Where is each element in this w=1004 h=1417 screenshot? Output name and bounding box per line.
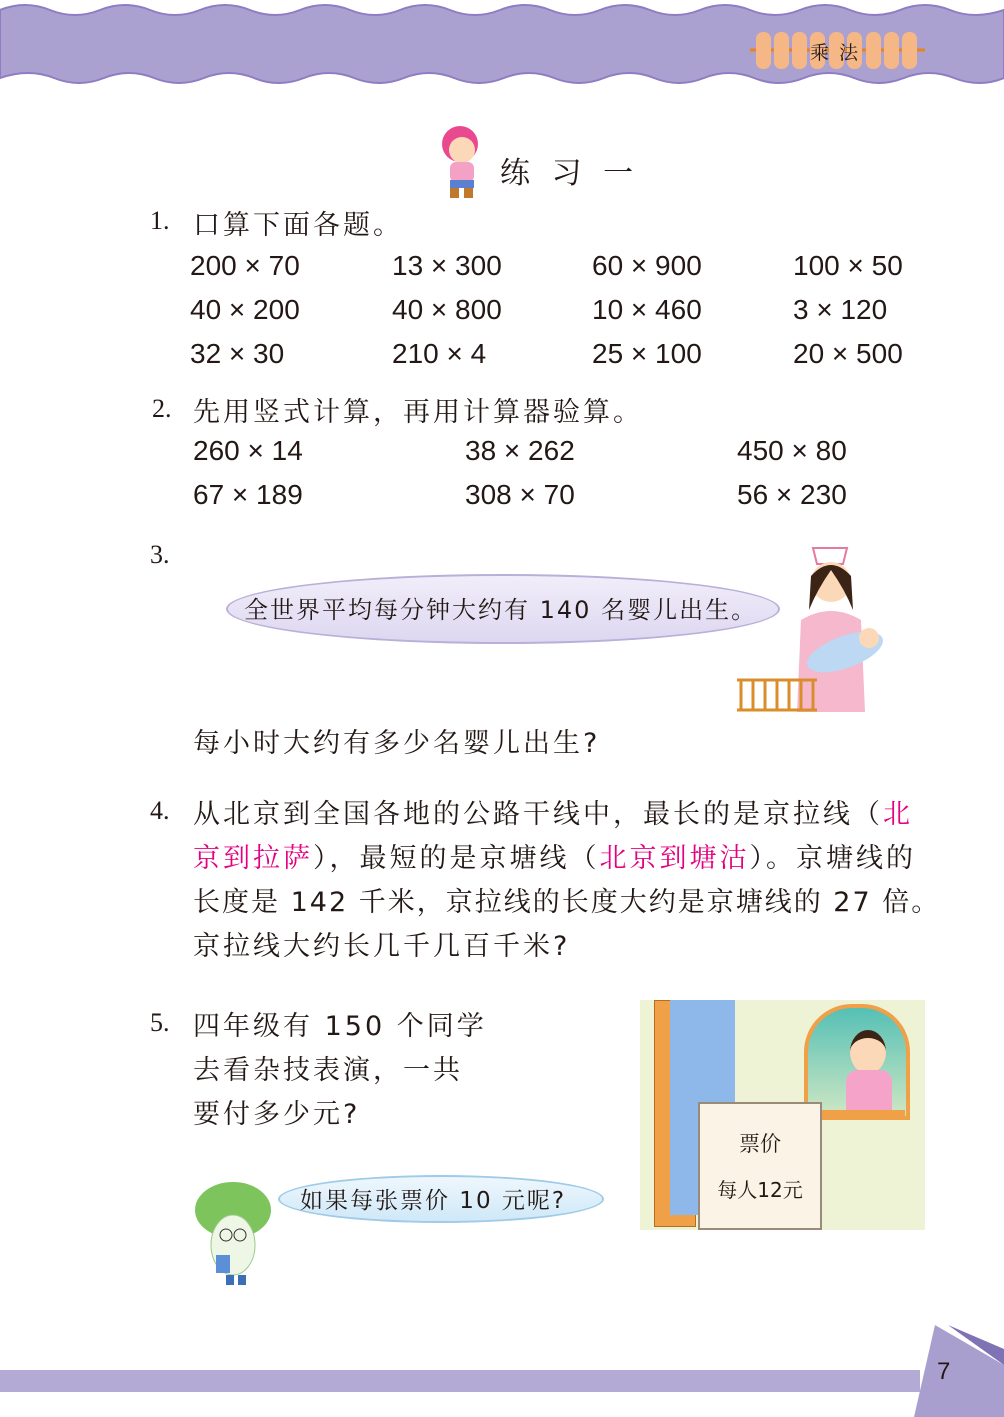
problem: 60 × 900 <box>592 250 702 281</box>
text: 从北京到全国各地的公路干线中，最长的是京拉线（ <box>193 799 883 830</box>
clerk <box>850 1030 886 1074</box>
problem: 40 × 200 <box>190 294 300 325</box>
problem: 38 × 262 <box>465 435 575 466</box>
problem: 20 × 500 <box>793 338 903 369</box>
q1-number: 1. <box>150 206 170 235</box>
problem: 210 × 4 <box>392 338 487 369</box>
problem: 200 × 70 <box>190 250 300 281</box>
q1-prompt: 口算下面各题。 <box>193 210 403 241</box>
q4-line3: 长度是 142 千米，京拉线的长度大约是京塘线的 27 倍。 <box>193 887 941 918</box>
problem: 25 × 100 <box>592 338 702 369</box>
q3-question: 每小时大约有多少名婴儿出生? <box>193 728 601 759</box>
problem: 32 × 30 <box>190 338 285 369</box>
cabbage-mascot-icon <box>188 1175 283 1290</box>
problem: 10 × 460 <box>592 294 702 325</box>
q5-bubble-text: 如果每张票价 10 元呢? <box>300 1188 567 1214</box>
exercise-title: 练 习 一 <box>500 156 640 191</box>
problem: 13 × 300 <box>392 250 502 281</box>
q4-line4: 京拉线大约长几千几百千米? <box>193 931 571 962</box>
highlight-text: 北京到塘沽 <box>599 843 750 874</box>
nurse-with-baby-illustration <box>735 540 905 715</box>
problem: 67 × 189 <box>193 479 303 510</box>
q4-number: 4. <box>150 796 170 825</box>
counter <box>820 1110 905 1116</box>
problem: 40 × 800 <box>392 294 502 325</box>
problem: 308 × 70 <box>465 479 575 510</box>
q5-number: 5. <box>150 1008 170 1037</box>
problem: 100 × 50 <box>793 250 903 281</box>
sign-title: 票价 <box>739 1132 781 1156</box>
problem: 3 × 120 <box>793 294 888 325</box>
ticket-booth-illustration <box>640 1000 925 1230</box>
q4-line2 <box>193 836 916 875</box>
footer-bar <box>0 1370 920 1392</box>
q5-line: 四年级有 150 个同学 <box>193 1011 487 1042</box>
q2-prompt: 先用竖式计算，再用计算器验算。 <box>193 397 643 428</box>
text: ）。京塘线的 <box>749 843 916 874</box>
highlight-text: 京到拉萨 <box>193 843 313 874</box>
page-corner <box>900 1325 1004 1417</box>
q2-number: 2. <box>152 394 172 423</box>
problem: 450 × 80 <box>737 435 847 466</box>
sign-price: 每人12元 <box>717 1178 803 1202</box>
q5-line: 要付多少元? <box>193 1099 361 1130</box>
problem: 260 × 14 <box>193 435 303 466</box>
clerk-shirt <box>846 1070 892 1110</box>
q4-line1 <box>193 792 913 831</box>
problem: 56 × 230 <box>737 479 847 510</box>
chapter-title: 乘法 <box>810 42 869 64</box>
highlight-text: 北 <box>883 799 913 830</box>
girl-mascot-icon <box>436 122 488 200</box>
page-number: 7 <box>937 1358 951 1385</box>
q3-bubble-text: 全世界平均每分钟大约有 140 名婴儿出生。 <box>244 596 758 624</box>
price-sign <box>698 1102 822 1230</box>
q3-number: 3. <box>150 540 170 569</box>
q5-line: 去看杂技表演，一共 <box>193 1055 463 1086</box>
text: ），最短的是京塘线（ <box>313 843 600 874</box>
